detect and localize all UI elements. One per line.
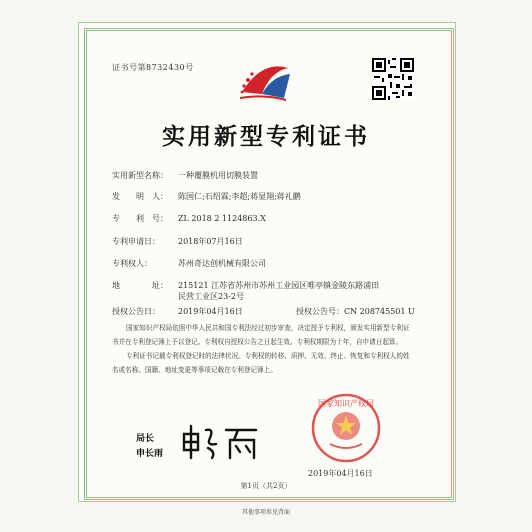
- body-paragraph: 国家知识产权局依照中华人民共和国专利法经过初步审查，决定授予专利权，颁发实用新型专利证书并在专利登记簿上予以登记。专利权自授权公告之日起生效。专利权期限为十年，自申请日起算。: [112, 324, 410, 346]
- field-value: ZL 2018 2 1124863.X: [178, 214, 266, 223]
- field-address: [112, 280, 379, 291]
- certificate-title: 实用新型专利证书: [162, 123, 370, 150]
- field-utility-model-name: [112, 170, 258, 181]
- field-value: 2019年04月16日: [178, 307, 243, 316]
- field-label: 地 址：: [112, 281, 168, 290]
- field-label: 专 利 号：: [112, 214, 168, 223]
- field-label: 授权公告日：: [112, 307, 160, 316]
- qr-code-icon: [372, 58, 414, 100]
- cnipa-logo-icon: [232, 54, 296, 106]
- page-number: 第1页（共2页）: [240, 482, 292, 490]
- field-label: 专利权人：: [112, 259, 152, 268]
- field-inventors: [112, 191, 301, 202]
- field-grant-date: [112, 306, 243, 317]
- seal-date: 2019年04月16日: [308, 469, 373, 478]
- field-label: 专利申请日：: [112, 237, 160, 246]
- field-value: 苏州奇达创机械有限公司: [178, 259, 266, 268]
- field-patent-number: [112, 213, 266, 224]
- field-label: 实用新型名称：: [112, 171, 168, 180]
- field-patentee: [112, 258, 266, 269]
- signatory-name: 申长雨: [136, 449, 164, 459]
- certificate-number: 证书号第8732430号: [112, 63, 194, 72]
- official-seal-icon: [310, 392, 382, 464]
- footer-note: 其他事项参见背面: [241, 509, 290, 516]
- field-value: 陈国仁;石绍霖;李超;蒋显翔;蒋礼鹏: [178, 192, 301, 201]
- grant-publication-number: 授权公告号：CN 208745501 U: [296, 307, 415, 316]
- seal-text: 国家知识产权局: [318, 399, 374, 408]
- signatory-title: 局长: [136, 434, 155, 444]
- field-value: 一种覆膜机用切膜装置: [178, 171, 258, 180]
- field-label: 发 明 人：: [112, 192, 168, 201]
- body-paragraph: 专利证书记载专利权登记时的法律状况。专利权的转移、质押、无效、终止、恢复和专利权人的姓名或名称、国籍、地址变更等事项记载在专利登记簿上。: [112, 352, 410, 374]
- handwritten-signature-icon: [180, 422, 262, 462]
- field-application-date: [112, 236, 243, 247]
- address-line-2: 民营工业区23-2号: [178, 292, 244, 301]
- field-value: 215121 江苏省苏州市苏州工业园区唯亭镇金陵东路浦田: [178, 281, 380, 290]
- field-value: 2018年07月16日: [178, 237, 243, 246]
